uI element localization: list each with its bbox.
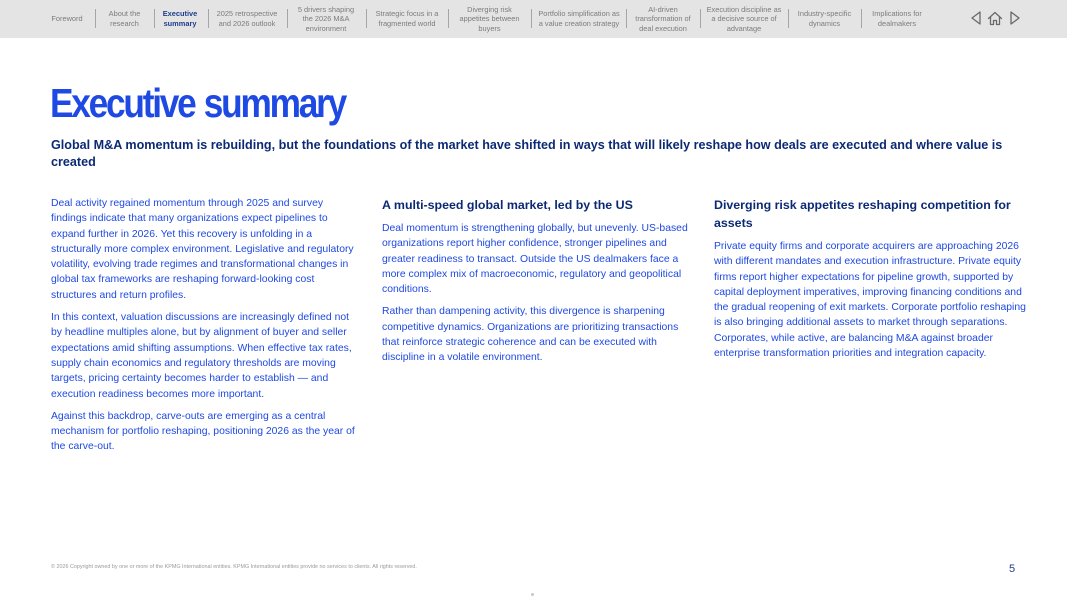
lead-statement: Global M&A momentum is rebuilding, but the foundations of the market have shifted in ways that will likely reshape how deals are executed and where value is created: [51, 138, 1003, 169]
next-icon[interactable]: [1006, 9, 1024, 27]
page-title: Executive summary: [50, 80, 345, 126]
previous-icon[interactable]: [967, 9, 985, 27]
page-indicator-dot: [531, 593, 534, 596]
body-paragraph: Deal activity regained momentum through 2025 and survey findings indicate that many organizations expect pipelines to expand further in 2026. Yet this recovery is unfolding in a structurally more complex environment. Legislative and regulatory volatility, evolving trade regimes and transformational changes in global tax frameworks are reshaping forward-looking cost structures and return profiles.: [51, 198, 354, 301]
nav-item-executive-summary[interactable]: Executive summary: [162, 9, 198, 28]
nav-separator: [154, 9, 155, 28]
nav-separator: [531, 9, 532, 28]
nav-separator: [287, 9, 288, 28]
home-icon[interactable]: [986, 9, 1004, 27]
nav-item-industry-specific[interactable]: Industry-specific dynamics: [797, 9, 852, 28]
column-diverging-risk: [714, 196, 1026, 368]
section-heading: A multi-speed global market, led by the US: [382, 198, 633, 212]
column-multi-speed-market: [382, 196, 690, 373]
nav-separator: [95, 9, 96, 28]
section-heading: Diverging risk appetites reshaping competition for assets: [714, 198, 1011, 230]
nav-item-diverging-risk[interactable]: Diverging risk appetites between buyers: [459, 4, 520, 33]
page-number: 5: [1009, 563, 1016, 575]
body-paragraph: Deal momentum is strengthening globally, but unevenly. US-based organizations report higher confidence, stronger pipelines and greater readiness to transact. Outside the US dealmakers face a more complex mix of macroeconomic, regulatory and geopolitical conditions.: [382, 223, 688, 296]
body-paragraph: In this context, valuation discussions are increasingly defined not by headline multiples alone, but by alignment of buyer and seller expectations amid shifting assumptions. When effective tax rates, supply chain economics and regulatory thresholds are moving targets, pricing certainty becomes harder to establish — and execution readiness becomes more important.: [51, 312, 352, 400]
copyright-notice: © 2026 Copyright owned by one or more of the KPMG International entities. KPMG International entities provide no services to clients. All rights reserved.: [51, 564, 417, 570]
nav-item-execution-discipline[interactable]: Execution discipline as a decisive source of advantage: [706, 4, 782, 33]
body-paragraph: Private equity firms and corporate acquirers are approaching 2026 with different mandates and execution infrastructure. Private equity firms report higher expectations for pipeline growth, supported by capital deployment imperatives, improving financing conditions and the gradual reopening of exit markets. Corporate portfolio reshaping is also bringing additional assets to market through separations. Corporates, while active, are balancing M&A against broader enterprise transformation priorities and integration capacity.: [714, 241, 1026, 360]
nav-separator: [626, 9, 627, 28]
nav-item-implications[interactable]: Implications for dealmakers: [872, 9, 922, 28]
body-paragraph: Rather than dampening activity, this divergence is sharpening competitive dynamics. Organizations are prioritizing transactions that reinforce strategic coherence and can be executed with discipline in a volatile environment.: [382, 306, 679, 364]
nav-item-5-drivers[interactable]: 5 drivers shaping the 2026 M&A environment: [297, 4, 355, 33]
nav-separator: [448, 9, 449, 28]
nav-item-portfolio-simplification[interactable]: Portfolio simplification as a value creation strategy: [538, 9, 620, 28]
nav-separator: [366, 9, 367, 28]
nav-separator: [700, 9, 701, 28]
column-intro: [51, 196, 361, 462]
nav-item-about-the-research[interactable]: About the research: [108, 9, 141, 28]
nav-item-strategic-focus[interactable]: Strategic focus in a fragmented world: [375, 9, 439, 28]
nav-item-2025-retrospective[interactable]: 2025 retrospective and 2026 outlook: [216, 9, 278, 28]
body-paragraph: Against this backdrop, carve-outs are emerging as a central mechanism for portfolio reshaping, positioning 2026 as the year of the carve-out.: [51, 410, 355, 453]
nav-item-ai-driven-transformation[interactable]: AI-driven transformation of deal execution: [635, 4, 691, 33]
nav-separator: [861, 9, 862, 28]
nav-separator: [788, 9, 789, 28]
top-navigation: [0, 0, 1067, 38]
nav-separator: [208, 9, 209, 28]
nav-item-foreword[interactable]: Foreword: [51, 14, 83, 24]
